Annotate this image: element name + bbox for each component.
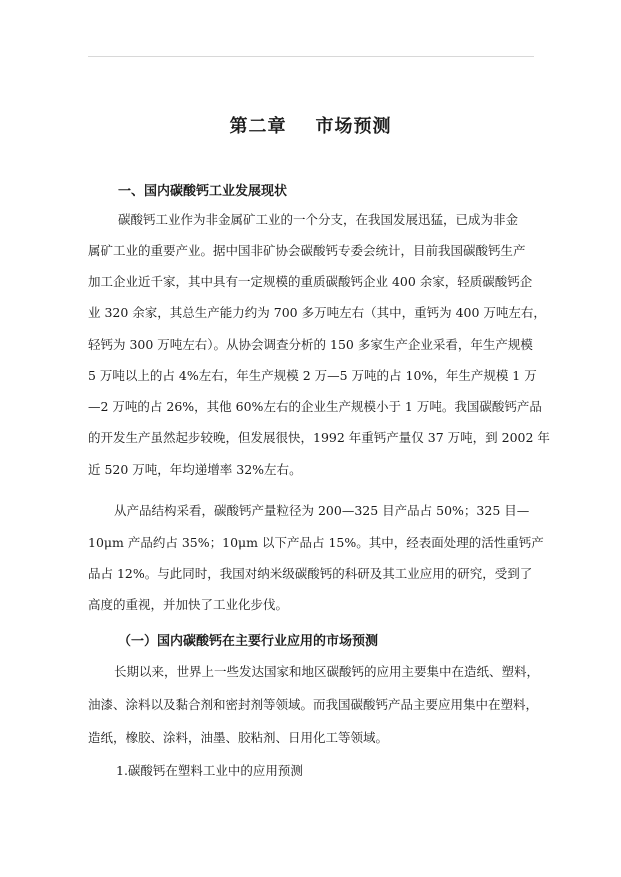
paragraph-line: 10μm 产品约占 35%；10μm 以下产品占 15%。其中，经表面处理的活性重钙产	[88, 535, 544, 550]
paragraph-line: 高度的重视，并加快了工业化步伐。	[88, 597, 289, 612]
paragraph-line: 的开发生产虽然起步较晚，但发展很快，1992 年重钙产量仅 37 万吨，到 2002 年	[88, 430, 550, 445]
section-heading: 一、国内碳酸钙工业发展现状	[118, 184, 288, 199]
paragraph-line: 长期以来，世界上一些发达国家和地区碳酸钙的应用主要集中在造纸、塑料，	[114, 664, 540, 679]
paragraph-line: 造纸，橡胶、涂料，油墨、胶粘剂、日用化工等领域。	[88, 730, 389, 745]
paragraph-line: 近 520 万吨，年均递增率 32%左右。	[88, 462, 302, 477]
header-rule	[88, 56, 534, 57]
paragraph-line: 油漆、涂料以及黏合剂和密封剂等领域。而我国碳酸钙产品主要应用集中在塑料，	[88, 697, 539, 712]
paragraph-line: 碳酸钙工业作为非金属矿工业的一个分支，在我国发展迅猛，已成为非金	[118, 212, 519, 227]
paragraph-line: 加工企业近千家，其中具有一定规模的重质碳酸钙企业 400 余家，轻质碳酸钙企	[88, 274, 533, 289]
chapter-title: 第二章 市场预测	[229, 116, 392, 137]
paragraph-line: —2 万吨的占 26%，其他 60%左右的企业生产规模小于 1 万吨。我国碳酸钙产品	[88, 399, 542, 414]
paragraph-line: 品占 12%。与此同时，我国对纳米级碳酸钙的科研及其工业应用的研究，受到了	[88, 566, 533, 581]
paragraph-line: 轻钙为 300 万吨左右）。从协会调查分析的 150 多家生产企业采看，年生产规模	[88, 337, 533, 352]
paragraph-line: 5 万吨以上的占 4%左右，年生产规模 2 万—5 万吨的占 10%，年生产规模 1 万	[88, 368, 537, 383]
paragraph-line: 业 320 余家，其总生产能力约为 700 多万吨左右（其中，重钙为 400 万吨左右，	[88, 305, 546, 320]
paragraph-line: 从产品结构采看，碳酸钙产量粒径为 200—325 目产品占 50%；325 目—	[114, 503, 530, 518]
paragraph-line: 属矿工业的重要产业。据中国非矿协会碳酸钙专委会统计，目前我国碳酸钙生产	[88, 243, 526, 258]
subsection-heading: （一）国内碳酸钙在主要行业应用的市场预测	[118, 634, 379, 649]
list-item-heading: 1.碳酸钙在塑料工业中的应用预测	[116, 763, 303, 778]
